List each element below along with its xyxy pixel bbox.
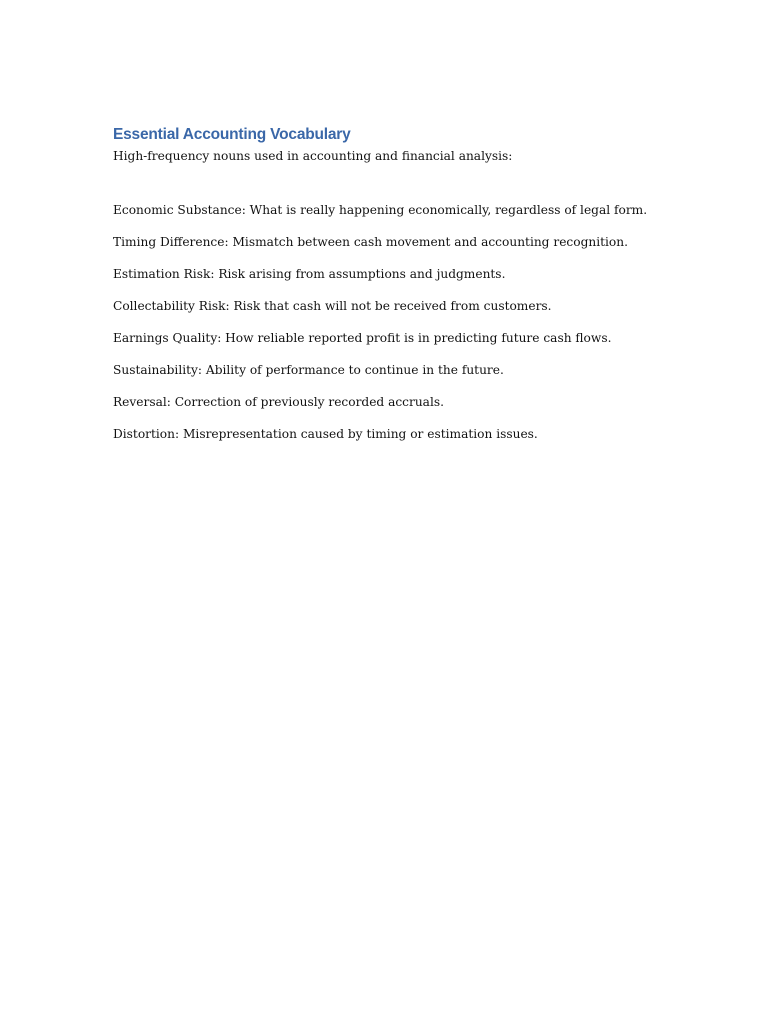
vocabulary-list [113,200,647,456]
vocabulary-item: Distortion: Misrepresentation caused by timing or estimation issues. [113,427,538,441]
vocabulary-item: Timing Difference: Mismatch between cash movement and accounting recognition. [113,235,628,249]
vocabulary-item: Reversal: Correction of previously recorded accruals. [113,395,444,409]
vocabulary-item: Economic Substance: What is really happening economically, regardless of legal form. [113,203,648,217]
vocabulary-item: Sustainability: Ability of performance to continue in the future. [113,363,504,377]
document-title: Essential Accounting Vocabulary [113,126,351,143]
document-body [113,124,693,441]
vocabulary-item: Estimation Risk: Risk arising from assumptions and judgments. [113,267,506,281]
intro-paragraph: High-frequency nouns used in accounting and financial analysis: [113,149,513,163]
vocabulary-item: Collectability Risk: Risk that cash will not be received from customers. [113,299,552,313]
vocabulary-item: Earnings Quality: How reliable reported profit is in predicting future cash flows. [113,331,612,345]
